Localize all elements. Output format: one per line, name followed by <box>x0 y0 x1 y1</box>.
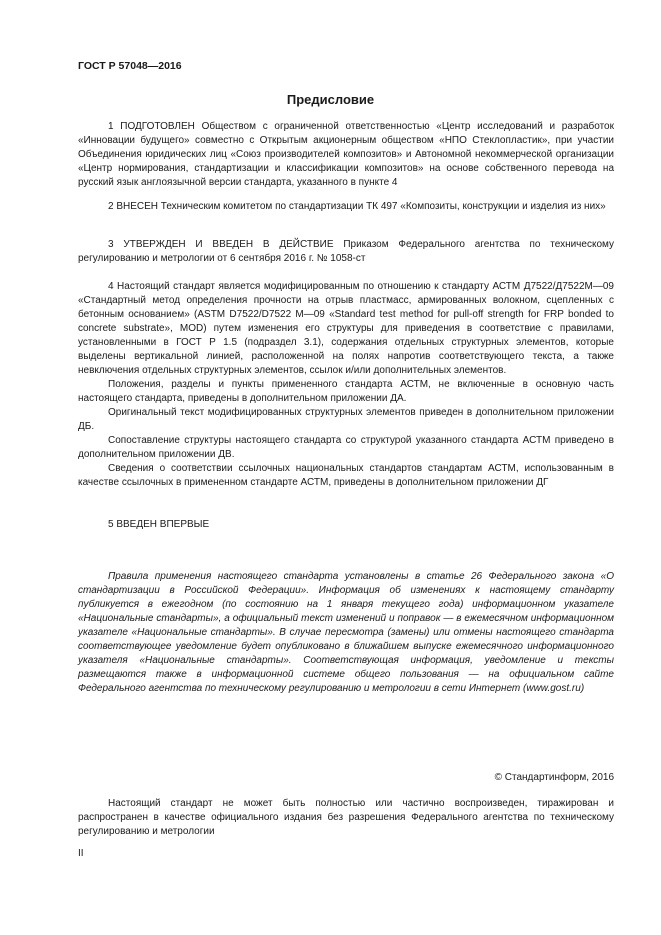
section-4-paragraph: 4 Настоящий стандарт является модифицированным по отношению к стандарту АСТМ Д7522/Д7522М—09 «Стандартный метод определения прочности на отрыв пластмасс, армированных волокном, сцепленных с бетонным основанием» (ASTM D7522/D7522 M—09 «Standard test method for pull-off strength for FRP bonded to concrete substrate», MOD) путем изменения его структуры для приведения в соответствие с правилами, установленными в ГОСТ Р 1.5 (подраздел 3.1), содержания отдельных структурных элементов, которые выделены вертикальной линией, расположенной на полях напротив соответствующего текста, а также невключения отдельных структурных элементов, ссылок и/или дополнительных элементов. <box>78 281 614 376</box>
section-2 <box>78 200 614 214</box>
section-4-paragraph: Положения, разделы и пункты примененного стандарта АСТМ, не включенные в основную часть настоящего стандарта, приведены в дополнительном приложении ДА. <box>78 379 614 404</box>
section-4 <box>78 280 614 490</box>
notice-text: Правила применения настоящего стандарта установлены в статье 26 Федерального закона «О стандартизации в Российской Федерации». Информация об изменениях к настоящему стандарту публикуется в ежегодном (по состоянию на 1 января текущего года) информационном указателе «Национальные стандарты», а официальный текст изменений и поправок — в ежемесячном информационном указателе «Национальные стандарты». В случае пересмотра (замены) или отмены настоящего стандарта соответствующее уведомление будет опубликовано в ближайшем выпуске ежемесячного информационного указателя «Национальные стандарты». Соответствующая информация, уведомление и тексты размещаются также в информационной системе общего пользования — на официальном сайте Федерального агентства по техническому регулированию и метрологии в сети Интернет (www.gost.ru) <box>78 571 614 694</box>
page-title: Предисловие <box>286 92 375 107</box>
section-1 <box>78 120 614 190</box>
reproduction-notice <box>78 797 614 839</box>
section-1-text: 1 ПОДГОТОВЛЕН Обществом с ограниченной ответственностью «Центр исследований и разработок «Инновации будущего» совместно с Открытым акционерным обществом «НПО Стеклопластик», при участии Объединения юридических лиц «Союз производителей композитов» и Автономной некоммерческой организации «Центр нормирования, стандартизации и классификации композитов» на основе собственного перевода на русский язык англоязычной версии стандарта, указанного в пункте 4 <box>78 121 614 188</box>
section-5-text: 5 ВВЕДЕН ВПЕРВЫЕ <box>108 519 210 530</box>
section-3 <box>78 238 614 266</box>
section-4-paragraph: Сведения о соответствии ссылочных национальных стандартов стандартам АСТМ, использованным в качестве ссылочных в примененном стандарте АСТМ, приведены в дополнительном приложении ДГ <box>78 463 614 488</box>
reproduction-notice-text: Настоящий стандарт не может быть полностью или частично воспроизведен, тиражирован и распространен в качестве официального издания без разрешения Федерального агентства по техническому регулированию и метрологии <box>78 798 614 837</box>
section-3-text: 3 УТВЕРЖДЕН И ВВЕДЕН В ДЕЙСТВИЕ Приказом Федерального агентства по техническому регулированию и метрологии от 6 сентября 2016 г. № 1058-ст <box>78 239 614 264</box>
section-5 <box>78 518 614 532</box>
copyright: © Стандартинформ, 2016 <box>494 772 614 783</box>
section-2-text: 2 ВНЕСЕН Техническим комитетом по стандартизации ТК 497 «Композиты, конструкции и изделия из них» <box>108 201 606 212</box>
section-4-paragraph: Оригинальный текст модифицированных структурных элементов приведен в дополнительном приложении ДБ. <box>78 407 614 432</box>
section-4-paragraph: Сопоставление структуры настоящего стандарта со структурой указанного стандарта АСТМ приведено в дополнительном приложении ДВ. <box>78 435 614 460</box>
application-rules-notice <box>78 570 614 696</box>
standard-code-header: ГОСТ Р 57048—2016 <box>78 60 182 72</box>
page-number: II <box>78 848 84 859</box>
